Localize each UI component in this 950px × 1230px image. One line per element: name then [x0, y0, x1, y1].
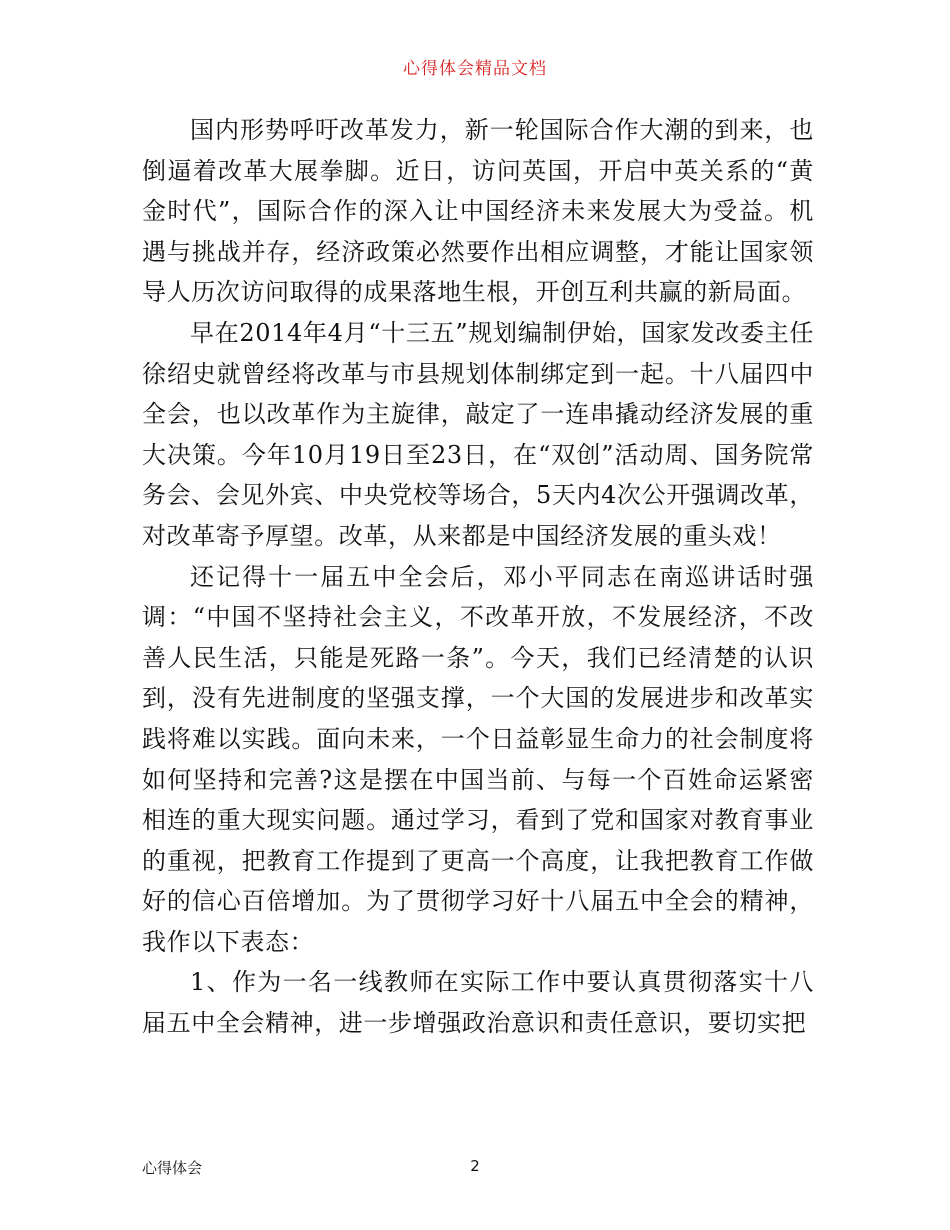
footer-label: 心得体会 — [142, 1159, 203, 1177]
document-body — [142, 110, 814, 1044]
page-number: 2 — [470, 1157, 480, 1175]
paragraph-2: 早在2014年4月“十三五”规划编制伊始，国家发改委主任徐绍史就曾经将改革与市县规划体制绑定到一起。十八届四中全会，也以改革作为主旋律，敲定了一连串撬动经济发展的重大决策。今年10月19日至23日，在“双创”活动周、国务院常务会、会见外宾、中央党校等场合，5天内4次公开强调改革，对改革寄予厚望。改革，从来都是中国经济发展的重头戏！ — [142, 318, 814, 550]
page-header-title: 心得体会精品文档 — [403, 59, 547, 79]
paragraph-4: 1、作为一名一线教师在实际工作中要认真贯彻落实十八届五中全会精神，进一步增强政治意识和责任意识，要切实把 — [142, 968, 814, 1038]
paragraph-3: 还记得十一届五中全会后，邓小平同志在南巡讲话时强调：“中国不坚持社会主义，不改革开放，不发展经济，不改善人民生活，只能是死路一条”。今天，我们已经清楚的认识到，没有先进制度的坚强支撑，一个大国的发展进步和改革实践将难以实践。面向未来，一个日益彰显生命力的社会制度将如何坚持和完善?这是摆在中国当前、与每一个百姓命运紧密相连的重大现实问题。通过学习，看到了党和国家对教育事业的重视，把教育工作提到了更高一个高度，让我把教育工作做好的信心百倍增加。为了贯彻学习好十八届五中全会的精神，我作以下表态： — [142, 562, 814, 956]
paragraph-1: 国内形势呼吁改革发力，新一轮国际合作大潮的到来，也倒逼着改革大展拳脚。近日，访问英国，开启中英关系的“黄金时代”，国际合作的深入让中国经济未来发展大为受益。机遇与挑战并存，经济政策必然要作出相应调整，才能让国家领导人历次访问取得的成果落地生根，开创互利共赢的新局面。 — [142, 116, 814, 307]
